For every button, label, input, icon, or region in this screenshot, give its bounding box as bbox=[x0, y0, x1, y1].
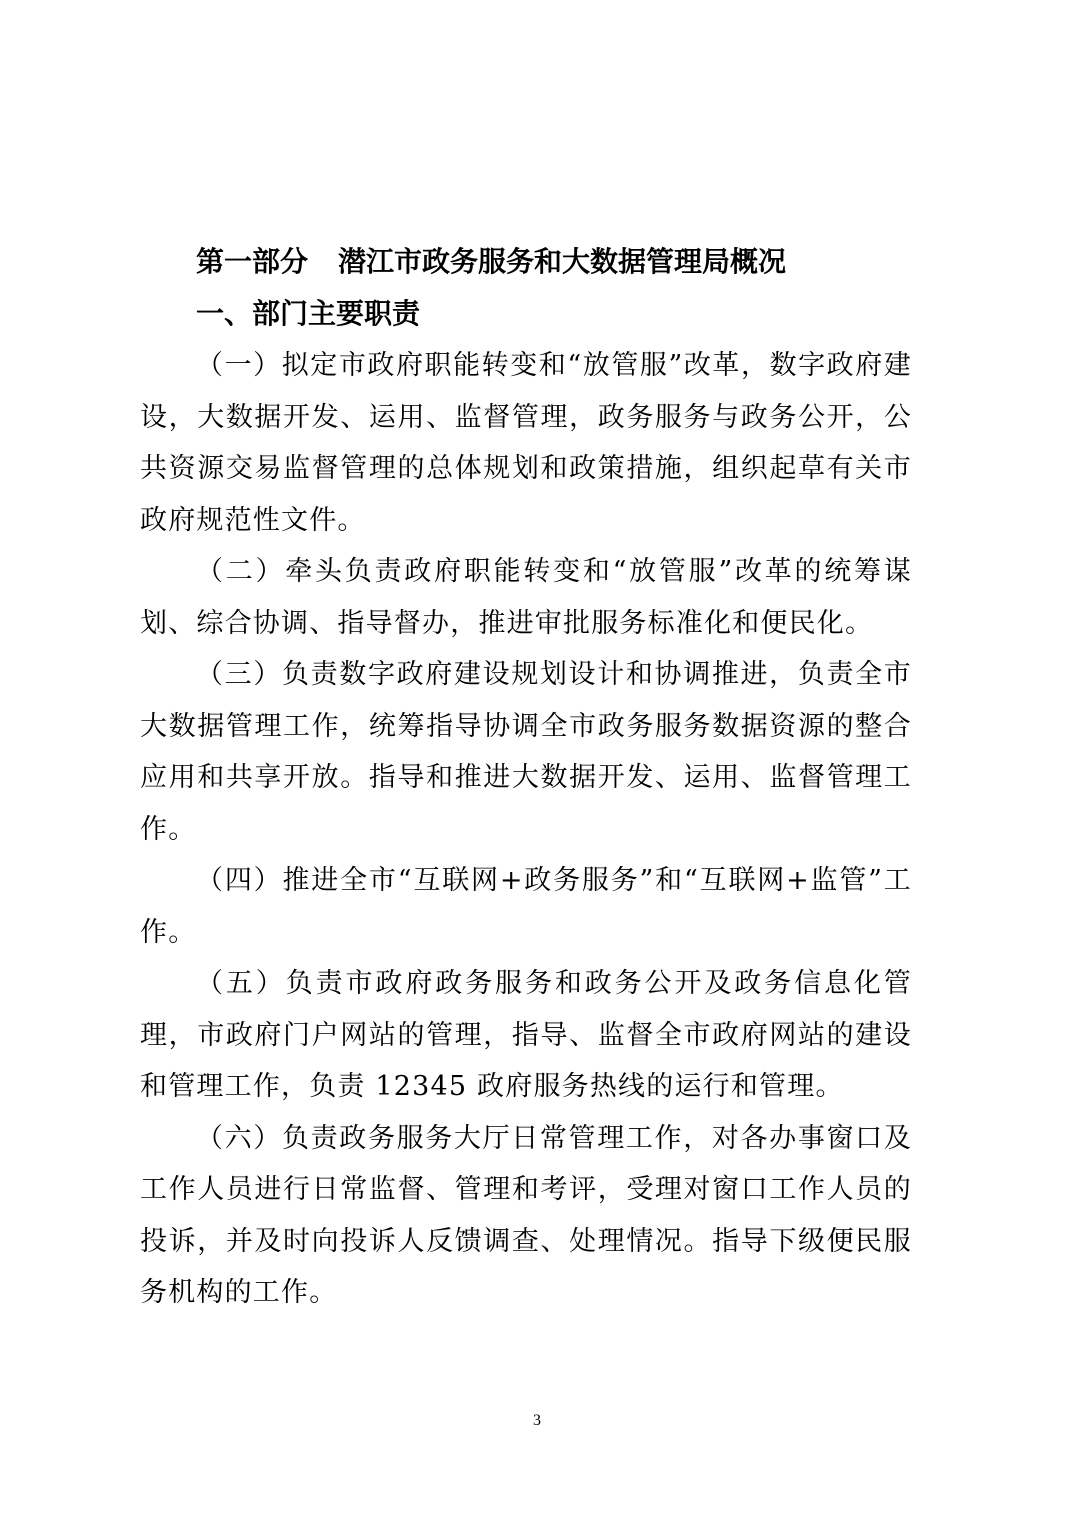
part-name: 潜江市政务服务和大数据管理局概况 bbox=[338, 245, 787, 278]
duty-paragraph-6: （六）负责政务服务大厅日常管理工作，对各办事窗口及工作人员进行日常监督、管理和考评，受理对窗口工作人员的投诉，并及时向投诉人反馈调查、处理情况。指导下级便民服务机构的工作。 bbox=[140, 1122, 912, 1308]
duty-paragraph-1: （一）拟定市政府职能转变和“放管服”改革，数字政府建设，大数据开发、运用、监督管理，政务服务与政务公开，公共资源交易监督管理的总体规划和政策措施，组织起草有关市政府规范性文件。 bbox=[140, 350, 912, 536]
part-title bbox=[140, 236, 912, 288]
part-label: 第一部分 bbox=[196, 245, 309, 278]
duty-paragraph-4: （四）推进全市“互联网+政务服务”和“互联网+监管”工作。 bbox=[140, 865, 912, 948]
duty-paragraph-2: （二）牵头负责政府职能转变和“放管服”改革的统筹谋划、综合协调、指导督办，推进审批服务标准化和便民化。 bbox=[140, 556, 912, 639]
duty-paragraph-3: （三）负责数字政府建设规划设计和协调推进，负责全市大数据管理工作，统筹指导协调全市政务服务数据资源的整合应用和共享开放。指导和推进大数据开发、运用、监督管理工作。 bbox=[140, 659, 912, 845]
section-title: 一、部门主要职责 bbox=[196, 297, 421, 330]
page-number: 3 bbox=[533, 1412, 541, 1429]
duty-paragraph-5: （五）负责市政府政务服务和政务公开及政务信息化管理，市政府门户网站的管理，指导、监督全市政府网站的建设和管理工作，负责 12345 政府服务热线的运行和管理。 bbox=[140, 968, 912, 1102]
document-body bbox=[140, 236, 912, 1319]
